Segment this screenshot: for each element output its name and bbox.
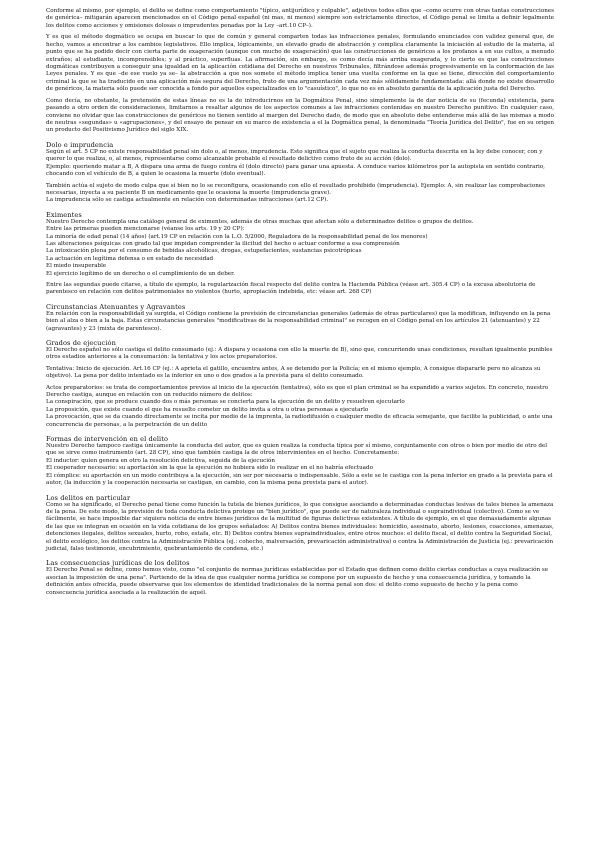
section-line: El Derecho Penal se define, como hemos visto, como "el conjunto de normas jurídicas establecidas por el Estado que definen como delito ciertas conductas a cuya realización se asocian la imposición de una pena". Partiendo de la idea de que cualquier norma jurídica se compone por un supuesto de hecho y una consecuencia jurídica, y tomando la definición antes ofrecida, puede observarse que los elementos de identidad tradicionales de la norma penal son dos: el delito como supuesto de hecho y la pena como consecuencia jurídica asociada a la realización de aquél.	[46, 567, 549, 596]
section-line: En relación con la responsabilidad ya surgida, el Código contiene la previsión de circunstancias generales (además de otras particulares) que la modifican, influyendo en la pena bien al alza o bien a la baja. Estas circunstancias generales "modificativas de la responsabilidad criminal" se recogen en el Código penal en los artículos 21 (atenuantes) y 22 (agravantes) y 23 (mixta de parentesco).	[46, 310, 551, 332]
section-heading: Las consecuencias jurídicas de los delitos	[46, 559, 190, 568]
section-formas-intervencion	[46, 435, 554, 487]
section-eximentes	[46, 211, 554, 297]
section-line: El cooperador necesario: su aportación sin la que la ejecución no hubiera sido lo realizar en el no habría efectuado	[46, 465, 373, 472]
paragraph: Como decía, no obstante, la pretensión de estas líneas no es la de introducirnos en la Dogmática Penal, sino simplemente la de dar noticia de su (fecunda) existencia, para pasando a otro orden de consideraciones, limitarnos a resaltar algunos de los aspectos comunes a las infracciones contenidas en nuestro Derecho punitivo. En cualquier caso, conviene no olvidar que las construcciones de genéricos no tienen sentido al margen del Derecho dado, de modo que en absoluto debe entenderse más allá de las mismas a modo de neutras «segundas» u «agrupaciones», y del ensayo de pensar en su marco de existencia a el la Dogmática penal, la denominada "Teoría Jurídica del Delito", fue en su origen un producto del Positivismo Jurídico del siglo XIX.	[46, 97, 554, 134]
section-line: El cómplice: su aportación en un modo contribuya a la ejecución, sin ser por necesaria o indispensable. Sólo a este se le castiga con la pena inferior en grado a la prevista para el autor, (la inducción y la cooperación necesaria se castigan, en cambio, con la misma pena prevista para el autor).	[46, 472, 553, 487]
section-line: La actuación en legítima defensa o en estado de necesidad	[46, 255, 214, 262]
paragraph: Y es que el método dogmático se ocupa en buscar lo que de común y general comparten todas las infracciones penales, formulando enunciados con validez general que, de hecho, vamos a encontrar a los cambios legislativos. Ello implica, lógicamente, un elevado grado de abstracción y complica claramente la iniciación al estudio de la materia, al punto que se ha podido decir con cierta parte de exageración (aunque con mucho de exageración) que las construcciones de genéricos a los profanos a en sus cultos, a menudo extraños; al estudiante, incomprensibles; y al práctico, superfluas. La afirmación, sin embargo, es como decía más arriba exagerada, y lo cierto es que las construcciones dogmáticas contribuyen a conseguir una igualdad en la aplicación cotidiana del Derecho en nuestros Tribunales, filtrándose además progresivamente en la conformación de las Leyes penales. Y es que –de ese vuelo ya se– la abstracción a que nos somete el método implica tener una vuelta conforme en la que se tiene, dirección del comportamiento criminal la que se ha traducido en una aplicación más segura del Derecho, fruto de una argumentación cada vez más sólidamente fundamentada: allá donde no existe desarrollo de genéricos, la materia sólo puede ser conocida a fondo por aquellos especializados en lo "casuístico", lo que no es en absoluto garantía de la aplicación justa del Derecho.	[46, 34, 554, 93]
section-line: Como se ha significado, el Derecho penal tiene como función la tutela de bienes jurídicos, lo que consigue asociando a determinadas conductas lesivas de tales bienes la amenaza de la pena. De este modo, la previsión de toda conducta delictiva protege un "bien jurídico", que puede ser de naturaleza individual o supraindividual (colectivo). Como se ve fácilmente, se hace imposible dar siquiera noticia de entre bienes jurídicos de la multitud de figuras delictivas existentes. A título de ejemplo, en el que demasiadamente algunas de las que se integran en ocasión en la vida cotidiana de los grupos señalados: A) Delitos contra bienes individuales: homicidio, asesinato, aborto, lesiones, coacciones, amenazas, detenciones ilegales, delitos sexuales, hurto, robo, estafa, etc. B) Delitos contra bienes supraindividuales, entre otros muchos: el delito fiscal, el delito contra la Seguridad Social, el delito ecológico, los delitos contra la Administración Pública (ej.: cohecho, malversación, prevaricación administrativa) o contra la Administración de Justicia (ej.: prevaricación judicial, falso testimonio, encubrimiento, quebrantamiento de condena, etc.)	[46, 501, 554, 552]
paragraph: Conforme al mismo, por ejemplo, el delito se define como comportamiento "típico, antijurídico y culpable", adjetivos todos ellos que –como ocurre con otras tantas construcciones de genérica– mitigarán aparecen mencionados en el Código penal español (ni mas, ni menos) siempre son estrictamente directos, el Código penal se limita a definir legalmente los delitos como acciones y omisiones dolosas o imprudentes penadas por la Ley –art.10 CP–).	[46, 8, 554, 29]
section-line: El miedo insuperable	[46, 263, 107, 270]
section-heading: Grados de ejecución	[46, 339, 116, 347]
section-line: Nuestro Derecho tampoco castiga únicamente la conducta del autor, que es quien realiza la conducta típica por sí mismo, conjuntamente con otros o bien por medio de otro del que se sirve como instrumento (art. 28 CP), sino que también castiga la de otros intervinientes en el hecho. Concretamente:	[46, 443, 548, 457]
section-line: Entre las primeras pueden mencionarse (véanse los arts. 19 y 20 CP):	[46, 226, 245, 233]
section-consecuencias-juridicas	[46, 559, 554, 597]
section-heading: Circunstancias Atenuantes y Agravantes	[46, 302, 186, 311]
intro	[46, 8, 554, 135]
section-heading: Dolo e imprudencia	[46, 140, 114, 149]
section-line: La proposición, que existe cuando el que ha resuelto cometer un delito invita a otra u otras personas a ejecutarlo	[46, 406, 369, 413]
section-line: Las alteraciones psíquicas con grado tal que impidan comprender la ilicitud del hecho o actuar conforme a esa comprensión	[46, 240, 400, 247]
section-line: Actos preparatorios: se trata de comportamientos previos al inicio de la ejecución (tentativa), sólo es que el plan criminal se ha expandido a varios sujetos. En concreto, nuestro Derecho castiga, aunque en relación con un reducido número de delitos:	[46, 384, 549, 399]
section-line: El ejercicio legítimo de un derecho o el cumplimiento de un deber.	[46, 270, 235, 277]
section-heading: Los delitos en particular	[46, 493, 131, 502]
section-line: La provocación, que se da cuando directamente se incita por medio de la imprenta, la radiodifusión o cualquier medio de eficacia semejante, que facilite la publicidad, o ante una concurrencia de personas, a la perpetración de un delito	[46, 414, 553, 428]
section-line: Nuestro Derecho contempla una catálogo general de eximentes, además de otras muchas que afectan sólo a determinados delitos o grupos de delitos.	[46, 218, 474, 225]
section-heading: Formas de intervención en el delito	[46, 435, 169, 444]
section-line: El inductor: quien genera en otro la resolución delictiva, seguida de la ejecución	[46, 457, 275, 464]
section-grados-ejecucion	[46, 339, 554, 429]
section-line: El Derecho español no sólo castiga el delito consumado (ej.: A dispara y ocasiona con ello la muerte de B), sino que, concurriendo unas condiciones, resultan igualmente punibles otros estadios anteriores a la consumación: la tentativa y los actos preparatorios.	[46, 347, 553, 361]
section-line: La conspiración, que se produce cuando dos o más personas se concierta para la ejecución de un delito y resuelven ejecutarlo	[46, 399, 405, 406]
section-delitos-particular	[46, 494, 554, 554]
section-line: La imprudencia sólo se castiga actualmente en relación con determinadas infracciones (art.12 CP).	[46, 197, 329, 204]
section-heading: Eximentes	[46, 210, 82, 219]
section-line: La minoría de edad penal (14 años) (art.19 CP en relación con la L.O. 5/2000, Reguladora de la responsabilidad penal de los menores)	[46, 233, 428, 240]
section-dolo-imprudencia	[46, 141, 554, 205]
section-line: Entre las segundas puede citarse, a título de ejemplo, la regularización fiscal respecto del delito contra la Hacienda Pública (véase art. 305.4 CP) o la excusa absolutoria de parentesco en relación con delitos patrimoniales no violentos (hurto, apropiación indebida, etc: véase art. 268 CP)	[46, 281, 536, 296]
section-line: También actúa el sujeto de modo culpa que si bien no lo se reconfigura, ocasionando con ello el resultado prohibido (imprudencia). Ejemplo: A, sin realizar las comprobaciones necesarias, inyecta a su paciente B un medicamento que le ocasiona la muerte (imprudencia grave).	[46, 182, 545, 196]
section-line: Según el art. 5 CP no existe responsabilidad penal sin dolo o, al menos, imprudencia. Esto significa que el sujeto que realiza la conducta descrita en la ley debe conocer, con y querer lo que realiza, o, al menos, representarse como alcanzable probable el resultado delictivo como fruto de su acción (dolo).	[46, 148, 543, 163]
section-line: La intoxicación plena por el consumo de bebidas alcohólicas, drogas, estupefacientes, sustancias psicotrópicas	[46, 248, 362, 255]
section-line: Tentativa: Inicio de ejecución. Art.16 CP (ej.: A aprieta el gatillo, encuentra antes, A se detenido por la Policía; en el mismo ejemplo, A consigue dispararle pero no alcanza su objetivo). La pena por delito intentado es la inferior en uno o dos grados a la prevista para el delito consumado.	[46, 365, 541, 380]
section-circunstancias	[46, 303, 554, 333]
section-line: Ejemplo: queriendo matar a B, A dispara una arma de fuego contra él (dolo directo) para ganar una apuesta. A conduce varios kilómetros por la autopista en sentido contrario, chocando con el vehículo de B, a quien le ocasiona la muerte (dolo eventual).	[46, 163, 545, 178]
